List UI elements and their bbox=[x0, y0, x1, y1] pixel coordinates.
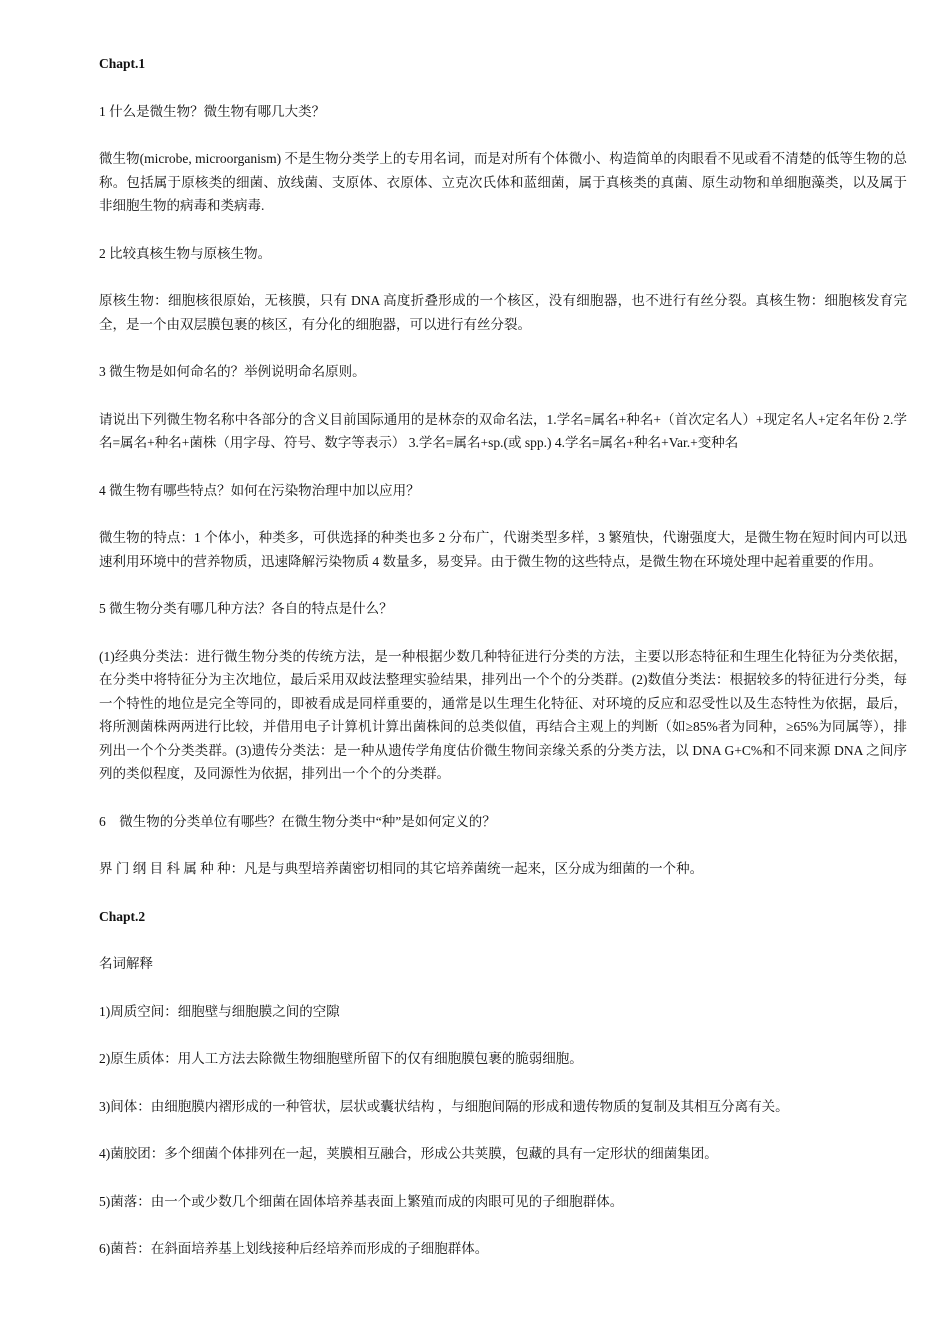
definition-item: 5)菌落：由一个或少数几个细菌在固体培养基表面上繁殖而成的肉眼可见的子细胞群体。 bbox=[99, 1193, 624, 1209]
chapter-heading: Chapt.1 bbox=[99, 56, 146, 71]
question-1: 1 什么是微生物？微生物有哪几大类？ bbox=[99, 103, 326, 119]
answer-4: 微生物的特点：1 个体小，种类多，可供选择的种类也多 2 分布广，代谢类型多样，3 繁殖快，代谢强度大，是微生物在短时间内可以迅速利用环境中的营养物质，迅速降解污染物质 4 数量多，易变异。由于微生物的这些特点，是微生物在环境处理中起着重要的作用。 bbox=[99, 530, 907, 569]
question-5: 5 微生物分类有哪几种方法？各自的特点是什么？ bbox=[99, 601, 393, 616]
definition-item: 6)菌苔：在斜面培养基上划线接种后经培养而形成的子细胞群体。 bbox=[99, 1241, 489, 1256]
definition-item: 4)菌胶团：多个细菌个体排列在一起，荚膜相互融合，形成公共荚膜，包藏的具有一定形状的细菌集团。 bbox=[99, 1146, 718, 1161]
question-4: 4 微生物有哪些特点？如何在污染物治理中加以应用？ bbox=[99, 482, 420, 498]
document-body bbox=[99, 52, 907, 1285]
section-title: 名词解释 bbox=[99, 956, 153, 971]
question-6: 6 微生物的分类单位有哪些？在微生物分类中“种”是如何定义的？ bbox=[99, 813, 496, 829]
definition-item: 2)原生质体：用人工方法去除微生物细胞壁所留下的仅有细胞膜包裹的脆弱细胞。 bbox=[99, 1051, 583, 1066]
definition-item: 1)周质空间：细胞壁与细胞膜之间的空隙 bbox=[99, 1003, 340, 1019]
question-3: 3 微生物是如何命名的？举例说明命名原则。 bbox=[99, 364, 366, 379]
definition-item: 3)间体：由细胞膜内褶形成的一种管状，层状或囊状结构 ，与细胞间隔的形成和遗传物质的复制及其相互分离有关。 bbox=[99, 1098, 789, 1114]
chapter-heading: Chapt.2 bbox=[99, 908, 146, 924]
answer-3: 请说出下列微生物名称中各部分的含义目前国际通用的是林奈的双命名法，1.学名=属名+种名+（首次定名人）+现定名人+定名年份 2.学名=属名+种名+菌株（用字母、符号、数字等表示） 3.学名=属名+sp.(或 spp.) 4.学名=属名+种名+Var.+变种名 bbox=[99, 411, 907, 450]
answer-5: (1)经典分类法：进行微生物分类的传统方法，是一种根据少数几种特征进行分类的方法，主要以形态特征和生理生化特征为分类依据，在分类中将特征分为主次地位，最后采用双歧法整理实验结果，排列出一个个的分类群。(2)数值分类法：根据较多的特征进行分类，每一个特性的地位是完全等同的，即被看成是同样重要的，通常是以生理生化特征、对环境的反应和忍受性以及生态特性为依据，最后，将所测菌株两两进行比较，并借用电子计算机计算出菌株间的总类似值，再结合主观上的判断（如≥85%者为同种，≥65%为同属等），排列出一个个分类类群。(3)遗传分类法：是一种从遗传学角度估价微生物间亲缘关系的分类方法，以 DNA G+C%和不同来源 DNA 之间序列的类似程度，及同源性为依据，排列出一个个的分类群。 bbox=[99, 648, 907, 781]
question-2: 2 比较真核生物与原核生物。 bbox=[99, 245, 272, 261]
answer-1: 微生物(microbe, microorganism) 不是生物分类学上的专用名词，而是对所有个体微小、构造简单的肉眼看不见或看不清楚的低等生物的总称。包括属于原核类的细菌、放线菌、支原体、衣原体、立克次氏体和蓝细菌，属于真核类的真菌、原生动物和单细胞藻类，以及属于非细胞生物的病毒和类病毒. bbox=[99, 151, 907, 213]
answer-2: 原核生物：细胞核很原始，无核膜，只有 DNA 高度折叠形成的一个核区，没有细胞器，也不进行有丝分裂。真核生物：细胞核发育完全，是一个由双层膜包裹的核区，有分化的细胞器，可以进行有丝分裂。 bbox=[99, 293, 907, 332]
answer-6: 界 门 纲 目 科 属 种 种：凡是与典型培养菌密切相同的其它培养菌统一起来，区分成为细菌的一个种。 bbox=[99, 861, 704, 876]
